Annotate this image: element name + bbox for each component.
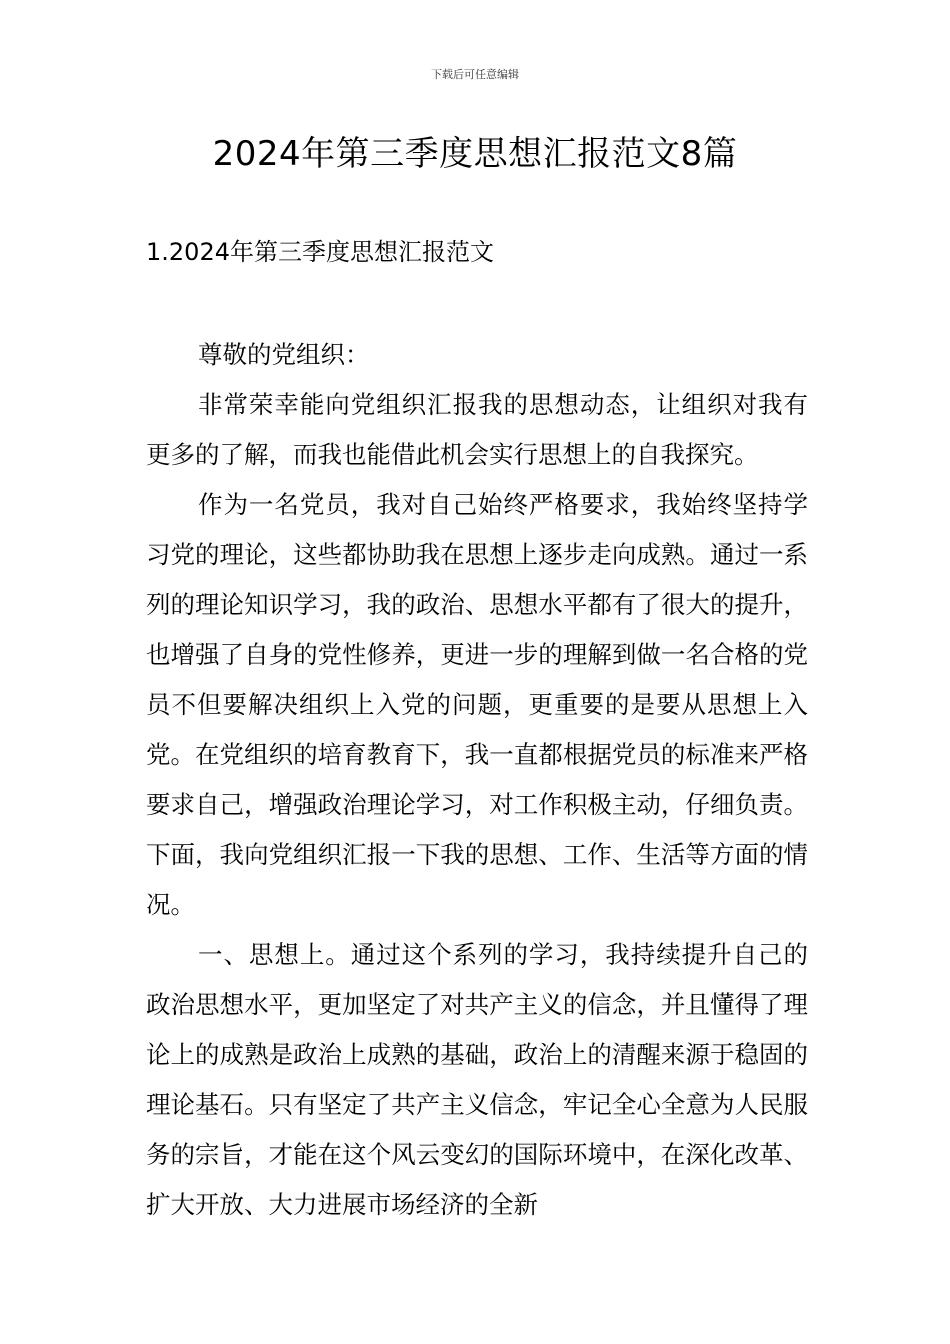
document-title: 2024年第三季度思想汇报范文8篇: [212, 134, 738, 174]
salutation: 尊敬的党组织：: [198, 340, 370, 369]
body-paragraph: 作为一名党员，我对自己始终严格要求，我始终坚持学习党的理论，这些都协助我在思想上逐步走向成熟。通过一系列的理论知识学习，我的政治、思想水平都有了很大的提升，也增强了自身的党性修养，更进一步的理解到做一名合格的党员不但要解决组织上入党的问题，更重要的是要从思想上入党。在党组织的培育教育下，我一直都根据党员的标准来严格要求自己，增强政治理论学习，对工作积极主动，仔细负责。下面，我向党组织汇报一下我的思想、工作、生活等方面的情况。: [146, 490, 808, 919]
body-paragraph: 非常荣幸能向党组织汇报我的思想动态，让组织对我有更多的了解，而我也能借此机会实行思想上的自我探究。: [146, 390, 808, 469]
page-header: 下载后可任意编辑: [431, 68, 519, 81]
document-body: [146, 330, 808, 1230]
body-paragraph: 一、思想上。通过这个系列的学习，我持续提升自己的政治思想水平，更加坚定了对共产主义的信念，并且懂得了理论上的成熟是政治上成熟的基础，政治上的清醒来源于稳固的理论基石。只有坚定了共产主义信念，牢记全心全意为人民服务的宗旨，才能在这个风云变幻的国际环境中，在深化改革、扩大开放、大力进展市场经济的全新: [146, 940, 808, 1219]
section-title: 1.2024年第三季度思想汇报范文: [146, 238, 494, 266]
